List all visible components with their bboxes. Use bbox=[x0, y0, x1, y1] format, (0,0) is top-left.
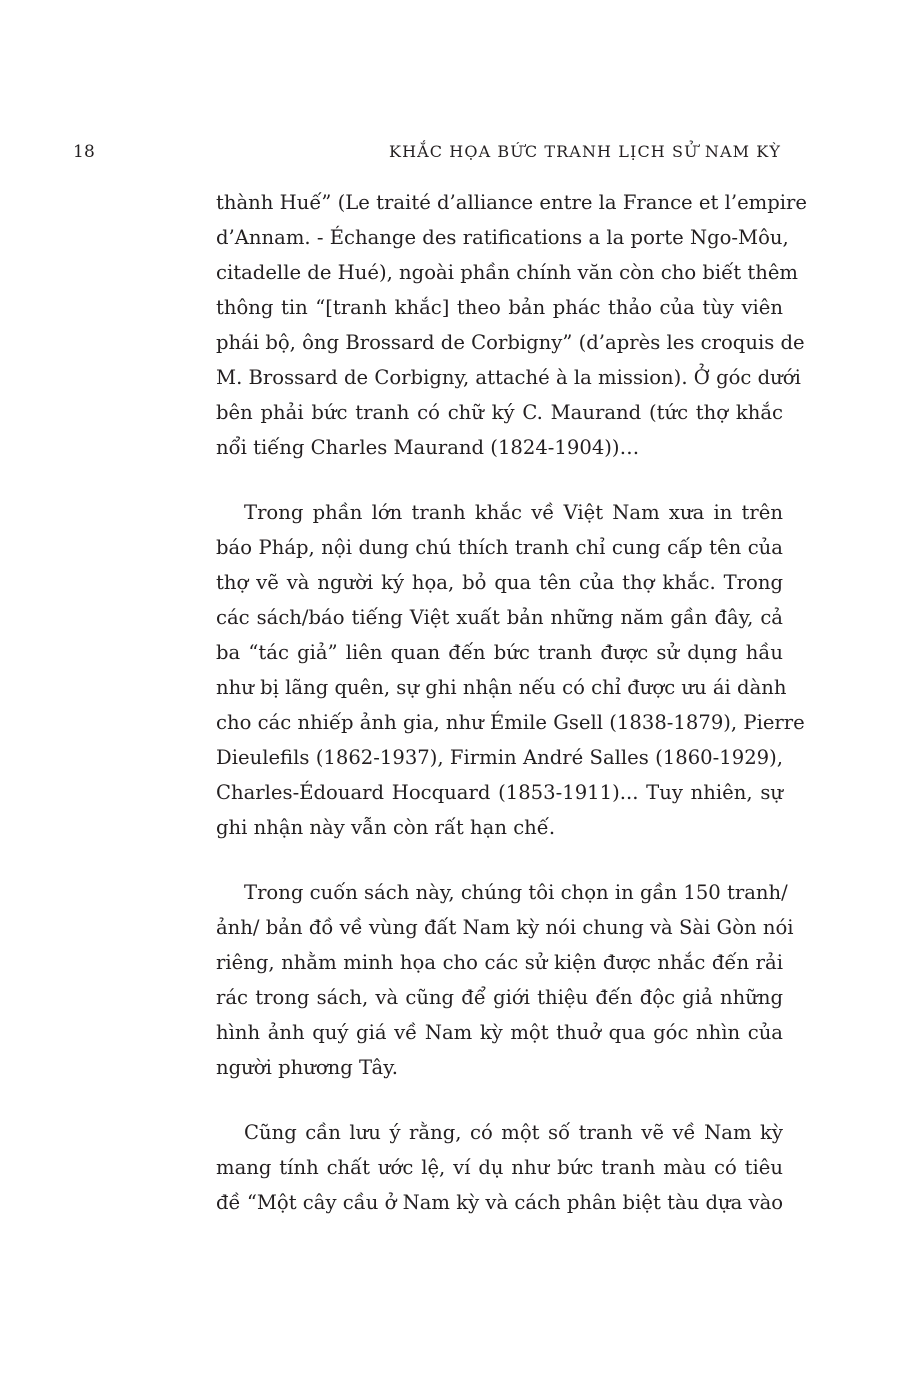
text-line: bên phải bức tranh có chữ ký C. Maurand (tức thợ khắc bbox=[216, 401, 783, 424]
text-line: citadelle de Hué), ngoài phần chính văn còn cho biết thêm bbox=[216, 261, 799, 284]
text-line: d’Annam. - Échange des ratifications a la porte Ngo-Môu, bbox=[216, 226, 789, 249]
text-line: riêng, nhằm minh họa cho các sử kiện được nhắc đến rải bbox=[216, 951, 783, 974]
text-line: người phương Tây. bbox=[216, 1056, 398, 1079]
text-line: Trong cuốn sách này, chúng tôi chọn in gần 150 tranh/ bbox=[244, 881, 788, 904]
text-line: ảnh/ bản đồ về vùng đất Nam kỳ nói chung và Sài Gòn nói bbox=[216, 916, 794, 939]
text-line: Cũng cần lưu ý rằng, có một số tranh vẽ về Nam kỳ bbox=[244, 1121, 783, 1144]
paragraph-3 bbox=[216, 875, 794, 1085]
page-number: 18 bbox=[73, 142, 96, 162]
text-line: nổi tiếng Charles Maurand (1824-1904))… bbox=[216, 436, 640, 459]
text-line: thông tin “[tranh khắc] theo bản phác thảo của tùy viên bbox=[216, 296, 783, 319]
text-line: cho các nhiếp ảnh gia, như Émile Gsell (1838-1879), Pierre bbox=[216, 711, 805, 734]
text-line: hình ảnh quý giá về Nam kỳ một thuở qua góc nhìn của bbox=[216, 1021, 783, 1044]
text-line: Charles-Édouard Hocquard (1853-1911)... Tuy nhiên, sự bbox=[216, 781, 783, 804]
paragraph-4 bbox=[216, 1115, 783, 1220]
body-text bbox=[216, 185, 808, 1250]
text-line: ba “tác giả” liên quan đến bức tranh được sử dụng hầu bbox=[216, 641, 783, 664]
running-header: KHẮC HỌA BỨC TRANH LỊCH SỬ NAM KỲ bbox=[389, 142, 781, 161]
paragraph-1 bbox=[216, 185, 808, 465]
text-line: ghi nhận này vẫn còn rất hạn chế. bbox=[216, 816, 556, 839]
text-line: thành Huế” (Le traité d’alliance entre la France et l’empire bbox=[216, 191, 808, 214]
text-line: M. Brossard de Corbigny, attaché à la mission). Ở góc dưới bbox=[216, 366, 801, 389]
text-line: đề “Một cây cầu ở Nam kỳ và cách phân biệt tàu dựa vào bbox=[216, 1191, 784, 1214]
text-line: Trong phần lớn tranh khắc về Việt Nam xưa in trên bbox=[244, 501, 783, 524]
text-line: các sách/báo tiếng Việt xuất bản những năm gần đây, cả bbox=[216, 606, 783, 629]
text-line: rác trong sách, và cũng để giới thiệu đến độc giả những bbox=[216, 986, 783, 1009]
text-line: thợ vẽ và người ký họa, bỏ qua tên của thợ khắc. Trong bbox=[216, 571, 783, 594]
paragraph-2 bbox=[216, 495, 805, 845]
text-line: mang tính chất ước lệ, ví dụ như bức tranh màu có tiêu bbox=[216, 1156, 783, 1179]
text-line: Dieulefils (1862-1937), Firmin André Salles (1860-1929), bbox=[216, 746, 783, 769]
text-line: như bị lãng quên, sự ghi nhận nếu có chỉ được ưu ái dành bbox=[216, 676, 787, 699]
text-line: phái bộ, ông Brossard de Corbigny” (d’après les croquis de bbox=[216, 331, 805, 354]
text-line: báo Pháp, nội dung chú thích tranh chỉ cung cấp tên của bbox=[216, 536, 783, 559]
